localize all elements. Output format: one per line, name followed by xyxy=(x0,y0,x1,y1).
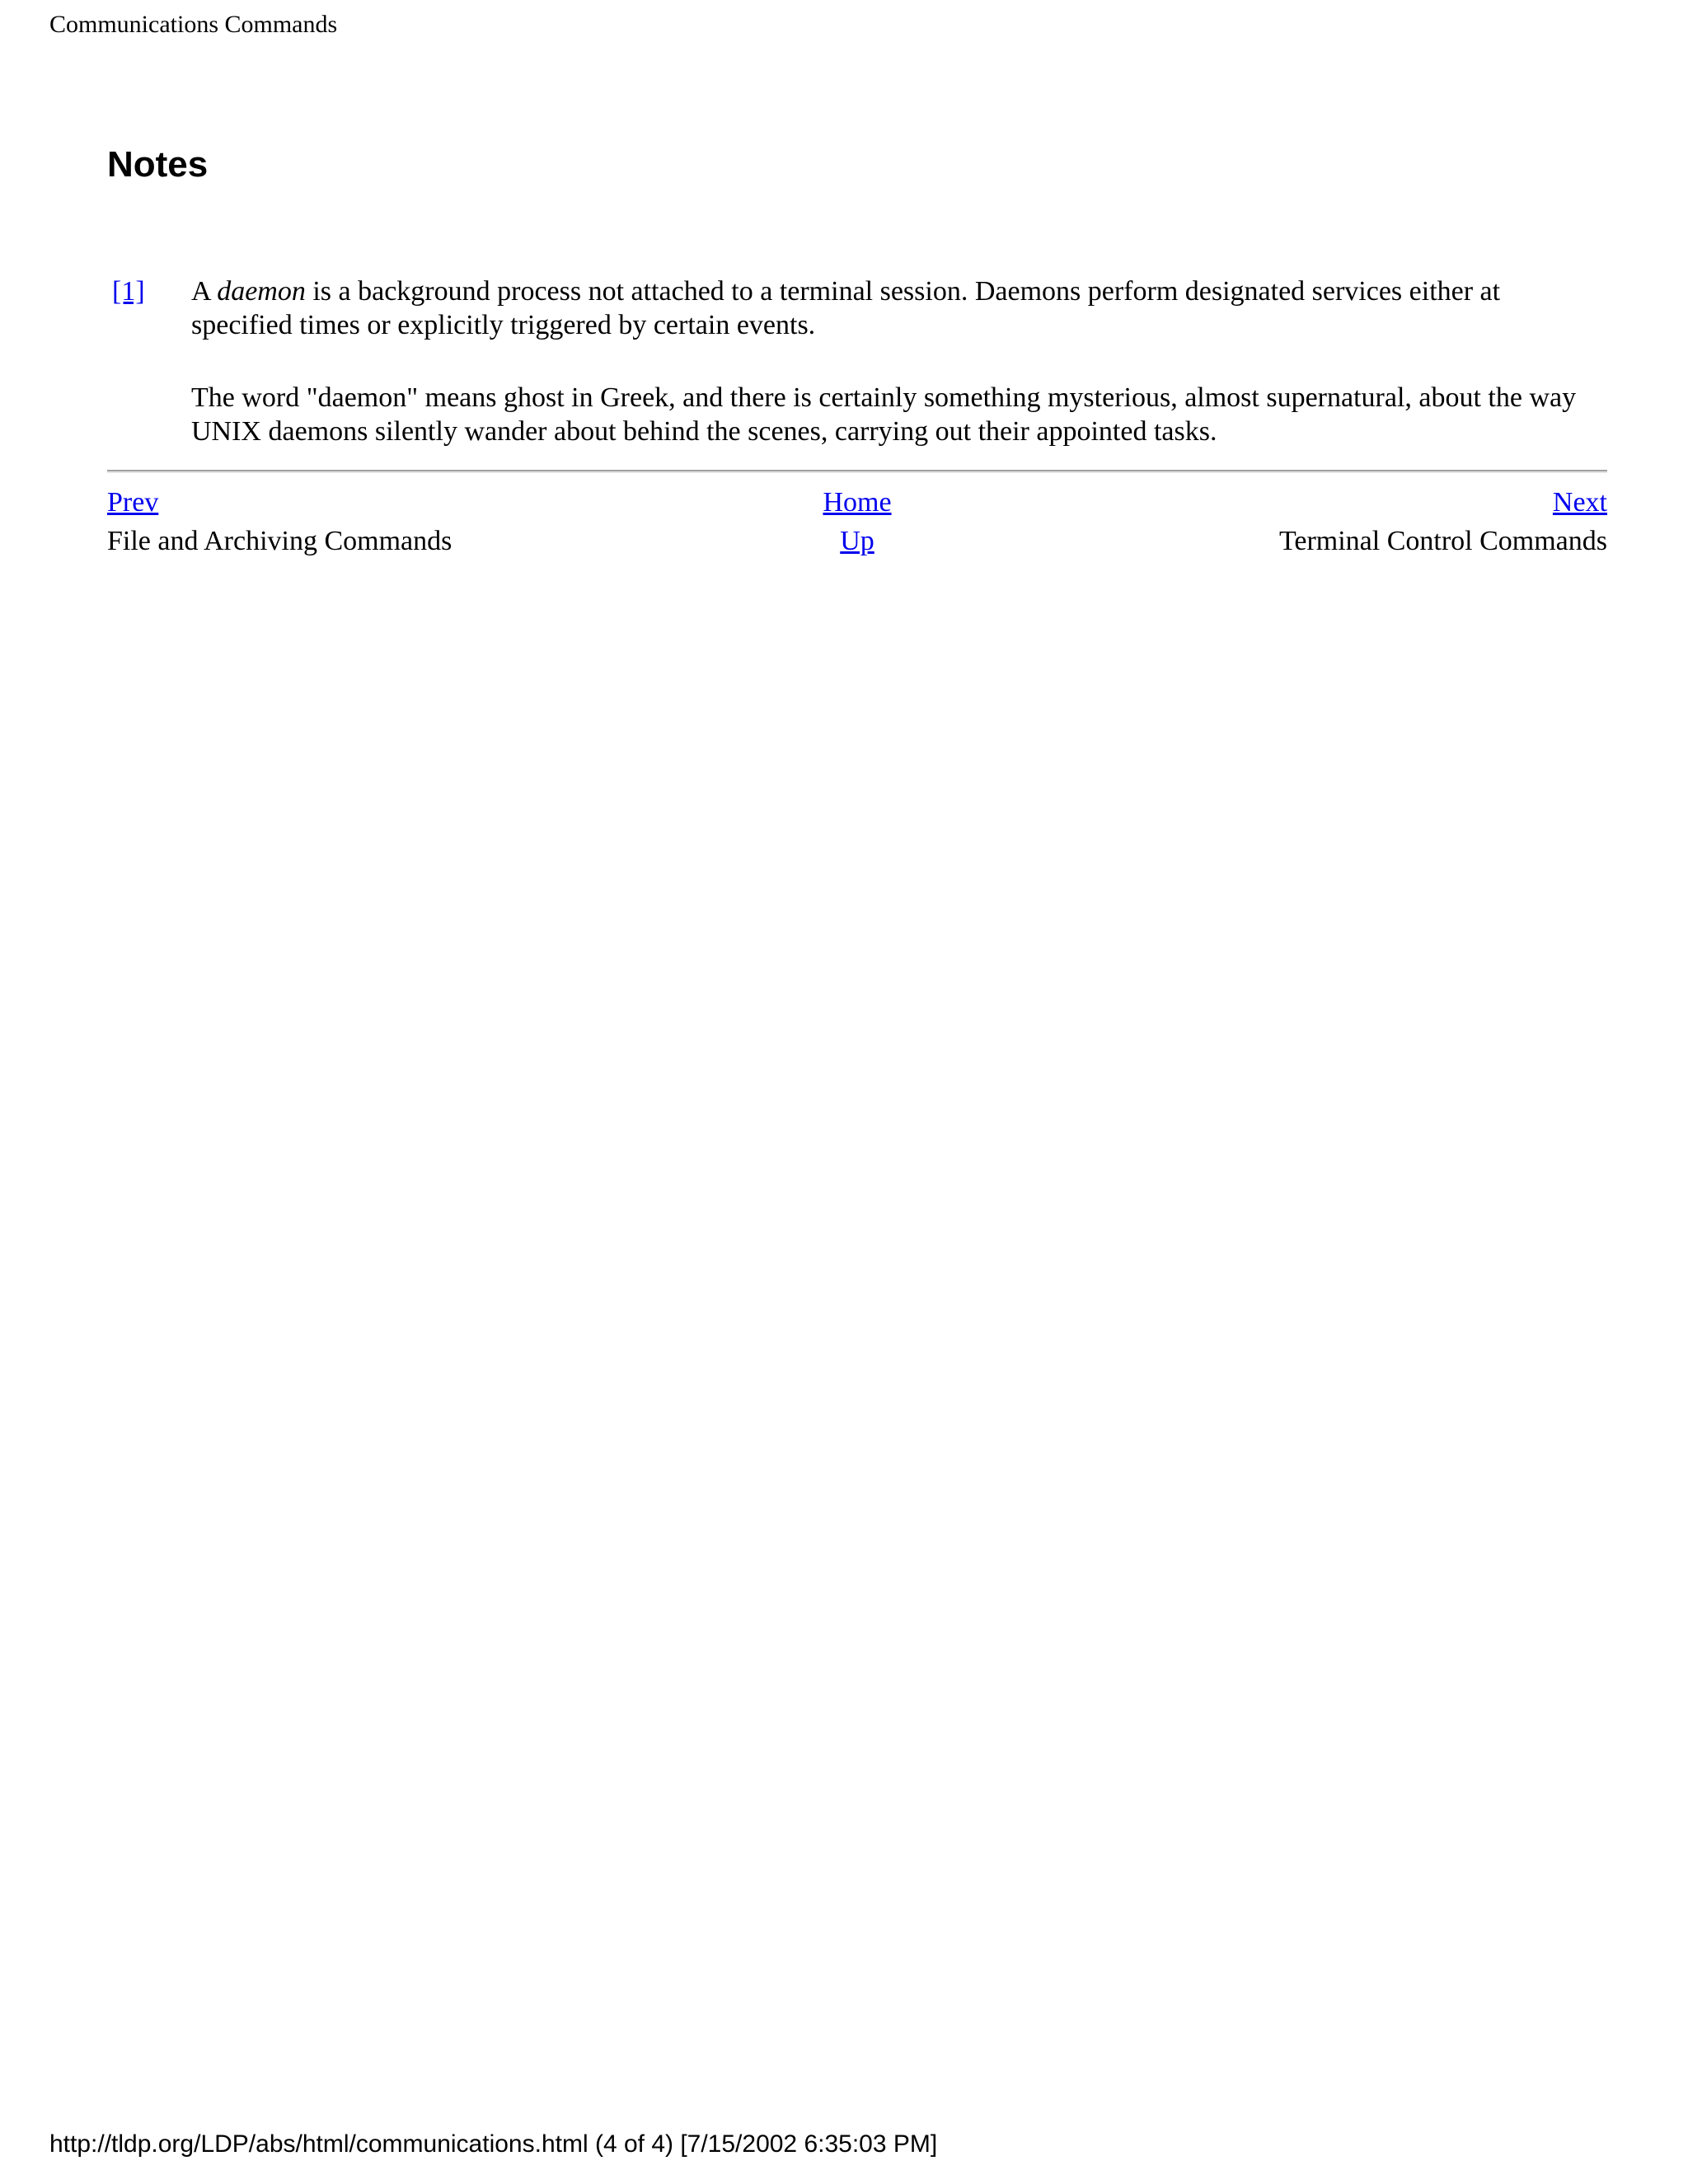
navigation-divider xyxy=(107,470,1607,473)
prev-page-title: File and Archiving Commands xyxy=(107,526,452,556)
home-link[interactable]: Home xyxy=(823,487,892,518)
navigation-titles-row xyxy=(107,522,1607,560)
notes-heading: Notes xyxy=(107,144,209,185)
page-footer-url: http://tldp.org/LDP/abs/html/communications.html (4 of 4) [7/15/2002 6:35:03 PM] xyxy=(49,2130,938,2158)
up-link[interactable]: Up xyxy=(840,526,874,556)
footnote-term: daemon xyxy=(217,276,306,307)
main-content xyxy=(107,140,1607,560)
footnote-paragraph: The word "daemon" means ghost in Greek, and there is certainly something mysterious, almost supernatural, about the way UNIX daemons silently wander about behind the scenes, carrying out their appointed tasks. xyxy=(191,382,1577,447)
navigation-center xyxy=(107,483,1607,522)
footnote-mark-link[interactable]: [1] xyxy=(112,276,145,307)
navigation-links-row xyxy=(107,483,1607,522)
footnote xyxy=(107,274,1607,448)
next-link[interactable]: Next xyxy=(1552,487,1607,518)
footnote-text: is a background process not attached to a terminal session. Daemons perform designated services either at specified times or explicitly triggered by certain events. xyxy=(191,276,1501,340)
running-head: Communications Commands xyxy=(49,11,338,38)
footnote-paragraph xyxy=(191,274,1607,342)
prev-link[interactable]: Prev xyxy=(107,487,159,518)
next-page-title: Terminal Control Commands xyxy=(1278,526,1607,556)
footnote-text: A xyxy=(191,276,218,307)
